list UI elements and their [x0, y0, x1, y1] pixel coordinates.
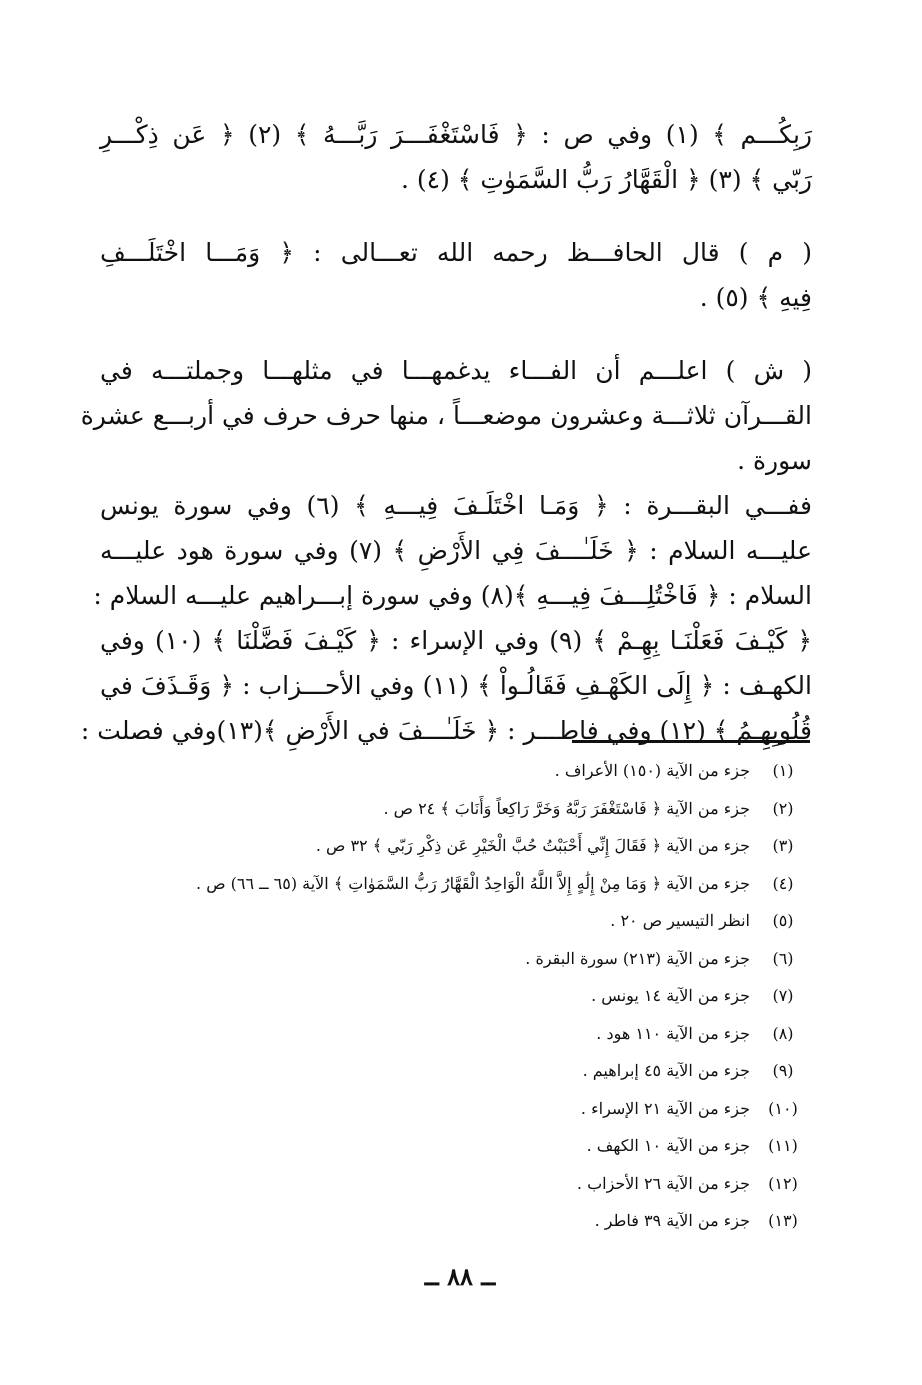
body-line: ففـــي البقـــرة : ﴿ وَمَـا اخْتَلَـفَ فِيـــهِ ﴾ (٦) وفي سورة يونس	[100, 491, 812, 520]
footnote-number: (٤)	[772, 873, 794, 893]
body-line: عليـــه السلام : ﴿ خَلَـٰـــفَ فِي الأَرْضِ ﴾ (٧) وفي سورة هود عليـــه	[100, 536, 813, 565]
body-line: ﴿ كَيْـفَ فَعَلْنَـا بِهِـمْ ﴾ (٩) وفي الإسراء : ﴿ كَيْـفَ فَضَّلْنَا ﴾ (١٠) وفي	[100, 626, 813, 655]
footnote-text: جزء من الآية ﴿ فَقَالَ إِنِّي أَحْبَبْتُ حُبَّ الْخَيْرِ عَن ذِكْرِ رَبّي ﴾ ٣٢ ص .	[315, 836, 750, 855]
footnote-number: (٣)	[772, 836, 794, 855]
footnote	[100, 1052, 806, 1090]
footnote-text: انظر التيسير ص ٢٠ .	[610, 911, 750, 930]
body-line: سورة .	[737, 446, 812, 475]
footnotes	[100, 752, 806, 1240]
main-text	[80, 112, 813, 753]
footnote-number: (١٠)	[768, 1098, 798, 1118]
paragraph-gap	[100, 320, 812, 348]
footnote	[100, 1015, 806, 1053]
footnote-text: جزء من الآية ١١٠ هود .	[596, 1023, 750, 1043]
footnote-text: جزء من الآية (١٥٠) الأعراف .	[554, 761, 750, 780]
page-number: ــ ٨٨ ــ	[424, 1262, 496, 1291]
footnote	[100, 865, 806, 903]
body-line: رَبِكُـــم ﴾ (١) وفي ص : ﴿ فَاسْتَغْفَـــرَ رَبَّـــهُ ﴾ (٢) ﴿ عَن ذِكْـــرِ	[100, 120, 812, 149]
footnote-separator	[572, 740, 810, 743]
footnote	[100, 902, 806, 940]
footnote-number: (٧)	[772, 986, 794, 1005]
body-line: قُلُوبِهِـمُ ﴾ (١٢) وفي فاطـــر : ﴿ خَلَـٰـــفَ في الأَرْضِ ﴾(١٣)وفي فصلت :	[80, 716, 812, 745]
footnote	[100, 940, 806, 978]
body-line: رَبّي ﴾ (٣) ﴿ الْقَهَّارُ رَبُّ السَّمَوٰتِ ﴾ (٤) .	[401, 165, 812, 194]
footnote-text: جزء من الآية ٤٥ إبراهيم .	[582, 1061, 750, 1080]
footnote	[100, 827, 806, 865]
footnote	[100, 752, 806, 790]
footnote-number: (٢)	[772, 798, 794, 818]
footnote-text: جزء من الآية ٢١ الإسراء .	[580, 1098, 750, 1118]
footnote-number: (١١)	[768, 1136, 798, 1155]
footnote	[100, 1165, 806, 1203]
footnote-number: (٥)	[772, 911, 794, 930]
body-line: الكهـف : ﴿ إِلَى الكَهْـفِ فَقَالُـواْ ﴾ (١١) وفي الأحـــزاب : ﴿ وَقَـذَفَ في	[100, 671, 812, 700]
footnote	[100, 1090, 806, 1128]
paragraph-gap	[100, 202, 812, 230]
body-line: ( م ) قال الحافـــظ رحمه الله تعـــالى : ﴿ وَمَـــا اخْتَلَـــفِ	[100, 238, 812, 267]
footnote	[100, 790, 806, 828]
body-line: القـــرآن ثلاثـــة وعشرون موضعـــاً ، منها حرف حرف في أربـــع عشرة	[80, 401, 812, 430]
body-line: ( ش ) اعلـــم أن الفـــاء يدغمهـــا في مثلهـــا وجملتـــه في	[100, 356, 812, 385]
footnote-text: جزء من الآية ﴿ فَاسْتَغْفَرَ رَبَّهُ وَخَرَّ رَاكِعاً وَأَنَابَ ﴾ ٢٤ ص .	[383, 798, 750, 818]
footnote-number: (١٣)	[768, 1211, 798, 1230]
footnote-text: جزء من الآية ٢٦ الأحزاب .	[576, 1173, 750, 1193]
footnote-text: جزء من الآية ١٠ الكهف .	[586, 1136, 750, 1155]
footnote-number: (٦)	[772, 948, 794, 968]
footnote-number: (٨)	[772, 1023, 794, 1043]
footnote-text: جزء من الآية ٣٩ فاطر .	[594, 1211, 750, 1230]
body-line: فِيهِ ﴾ (٥) .	[699, 283, 812, 312]
footnote	[100, 1127, 806, 1165]
footnote-number: (١٢)	[768, 1173, 798, 1193]
footnote-text: جزء من الآية ﴿ وَمَا مِنْ إِلَٰهٍ إِلاَّ اللَّهُ الْوَاحِدُ الْقَهَّارُ رَبُّ السَّمَوٰاتِ ﴾ الآية (٦٥ ــ ٦٦) ص .	[196, 873, 750, 893]
footnote-text: جزء من الآية (٢١٣) سورة البقرة .	[525, 948, 750, 968]
footnote	[100, 977, 806, 1015]
footnote	[100, 1202, 806, 1240]
body-line: السلام : ﴿ فَاخْتُلِـــفَ فِيـــهِ ﴾(٨) وفي سورة إبـــراهيم عليـــه السلام :	[93, 581, 812, 610]
footnote-number: (٩)	[772, 1061, 794, 1080]
footnote-text: جزء من الآية ١٤ يونس .	[591, 986, 750, 1005]
footnote-number: (١)	[772, 761, 794, 780]
